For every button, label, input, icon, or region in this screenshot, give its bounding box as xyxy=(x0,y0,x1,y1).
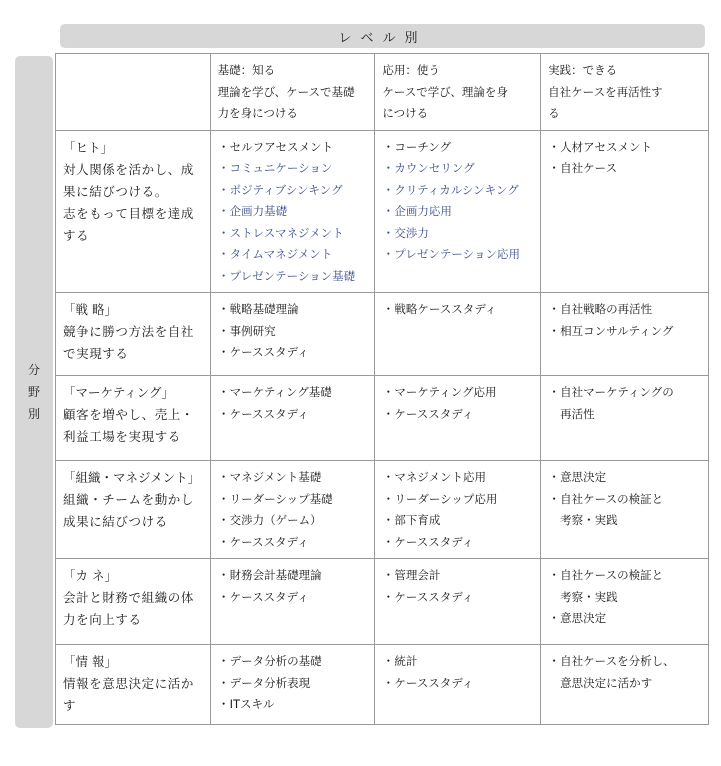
level-header-label: レベル別 xyxy=(338,30,427,46)
list-item xyxy=(218,158,369,180)
category-cell xyxy=(56,376,211,461)
category-row xyxy=(56,293,709,376)
bullet-icon: ・ xyxy=(548,654,560,668)
item-text: 考察・実践 xyxy=(560,589,618,604)
level-cell-practice xyxy=(541,293,709,376)
list-item xyxy=(382,587,534,609)
list-item xyxy=(382,404,534,426)
list-item xyxy=(548,467,702,489)
column-title: 実践：できる xyxy=(548,63,618,77)
category-desc-line: 利益工場を実現する xyxy=(63,429,181,444)
bullet-icon: ・ xyxy=(382,225,395,240)
category-header-char: 分 xyxy=(27,363,40,377)
bullet-icon: ・ xyxy=(382,385,395,399)
list-item xyxy=(548,137,702,159)
category-title: 「情 報」 xyxy=(63,654,117,669)
bullet-icon: ・ xyxy=(217,513,230,527)
item-text: ケーススタディ xyxy=(394,589,474,604)
list-item xyxy=(218,510,369,532)
item-list xyxy=(382,467,534,553)
item-text: ITスキル xyxy=(229,697,275,711)
column-desc-line: 力を身につける xyxy=(217,106,298,120)
level-cell-practice xyxy=(541,461,709,559)
list-item xyxy=(548,587,702,609)
item-text: ケーススタディ xyxy=(394,534,474,549)
category-cell xyxy=(56,130,211,293)
list-item xyxy=(218,266,369,288)
column-title: 応用：使う xyxy=(382,63,440,77)
item-list xyxy=(382,565,534,608)
list-item xyxy=(382,673,534,695)
item-text: クリティカルシンキング xyxy=(394,182,519,197)
list-item xyxy=(382,565,534,587)
level-cell-practice xyxy=(541,645,709,725)
item-list xyxy=(382,651,534,694)
item-text: 管理会計 xyxy=(394,568,441,582)
category-desc-line: で実現する xyxy=(63,346,129,361)
level-cell-practice xyxy=(541,130,709,293)
category-title: 「ヒト」 xyxy=(63,139,114,155)
list-item xyxy=(548,651,702,673)
item-text: 意思決定 xyxy=(560,611,607,625)
item-text: カウンセリング xyxy=(394,161,475,175)
list-item xyxy=(218,321,369,343)
item-text: ケーススタディ xyxy=(229,406,309,421)
list-item xyxy=(218,404,369,426)
list-item xyxy=(218,201,369,223)
list-item xyxy=(382,467,534,489)
item-text: 自社ケースの検証と xyxy=(560,568,664,582)
curriculum-table xyxy=(55,53,709,725)
item-text: 意思決定 xyxy=(560,470,607,484)
category-desc-line: す xyxy=(63,698,77,713)
list-item xyxy=(382,137,534,159)
item-list xyxy=(548,651,702,694)
item-text: 相互コンサルティング xyxy=(560,323,674,338)
bullet-icon: ・ xyxy=(217,589,230,604)
level-cell-applied xyxy=(375,376,541,461)
bullet-icon: ・ xyxy=(382,182,395,197)
list-item xyxy=(218,137,369,159)
list-item xyxy=(548,321,702,343)
bullet-icon: ・ xyxy=(382,589,395,604)
item-text: コミュニケーション xyxy=(229,161,333,175)
list-item xyxy=(548,565,702,587)
bullet-icon: ・ xyxy=(548,139,560,154)
list-item xyxy=(548,158,702,180)
bullet-icon: ・ xyxy=(217,491,230,506)
bullet-icon: ・ xyxy=(217,654,230,668)
item-text: マーケティング基礎 xyxy=(229,385,332,399)
category-header xyxy=(15,56,53,728)
item-text: 戦略ケーススタディ xyxy=(394,302,497,316)
bullet-icon: ・ xyxy=(217,139,230,154)
category-title: 「カ ネ」 xyxy=(63,568,117,583)
list-item xyxy=(382,532,534,554)
level-cell-basic xyxy=(210,293,375,376)
bullet-icon: ・ xyxy=(382,139,395,154)
column-header-basic xyxy=(210,54,375,131)
bullet-icon: ・ xyxy=(382,247,395,261)
bullet-icon: ・ xyxy=(382,534,395,549)
item-text: 戦略基礎理論 xyxy=(229,302,299,316)
category-desc-line: 顧客を増やし、売上・ xyxy=(63,407,195,422)
list-item xyxy=(548,673,702,695)
item-text: 事例研究 xyxy=(229,323,276,338)
list-item xyxy=(218,651,369,673)
list-item xyxy=(382,180,534,202)
list-item xyxy=(218,532,369,554)
item-text: 部下育成 xyxy=(394,513,441,527)
item-list xyxy=(548,467,702,532)
list-item xyxy=(382,510,534,532)
bullet-icon: ・ xyxy=(548,611,560,625)
list-item xyxy=(218,223,369,245)
list-item xyxy=(548,404,702,426)
item-text: タイムマネジメント xyxy=(229,247,333,261)
list-item xyxy=(382,223,534,245)
category-header-char: 別 xyxy=(27,407,40,421)
item-text: コーチング xyxy=(394,139,452,154)
item-list xyxy=(382,299,534,321)
list-item xyxy=(382,158,534,180)
list-item xyxy=(382,651,534,673)
item-text: リーダーシップ基礎 xyxy=(229,491,333,506)
column-header-practice xyxy=(541,54,709,131)
item-text: 自社ケースの検証と xyxy=(560,491,664,506)
list-item xyxy=(548,299,702,321)
item-list xyxy=(548,137,702,180)
item-text: 交渉力（ゲーム） xyxy=(229,513,322,527)
item-text: 企画力応用 xyxy=(394,204,452,218)
item-list xyxy=(218,137,369,288)
bullet-icon: ・ xyxy=(548,491,560,506)
item-text: ケーススタディ xyxy=(229,345,309,359)
bullet-icon: ・ xyxy=(382,513,395,527)
bullet-icon: ・ xyxy=(217,268,230,283)
list-item xyxy=(218,694,369,716)
item-list xyxy=(218,299,369,364)
bullet-icon: ・ xyxy=(382,568,395,582)
list-item xyxy=(218,342,369,364)
list-item xyxy=(218,587,369,609)
level-cell-applied xyxy=(375,293,541,376)
item-text: 自社戦略の再活性 xyxy=(560,302,653,316)
bullet-icon: ・ xyxy=(382,470,395,484)
list-item xyxy=(382,489,534,511)
item-text: マーケティング応用 xyxy=(394,385,497,399)
bullet-icon: ・ xyxy=(548,568,560,582)
bullet-icon: ・ xyxy=(217,675,230,690)
category-desc-line: 成果に結びつける xyxy=(63,514,168,529)
list-item xyxy=(218,489,369,511)
item-text: リーダーシップ応用 xyxy=(394,491,498,506)
item-list xyxy=(218,651,369,716)
list-item xyxy=(218,180,369,202)
item-text: セルフアセスメント xyxy=(229,139,333,154)
category-title: 「組織・マネジメント」 xyxy=(63,470,201,485)
bullet-icon: ・ xyxy=(217,225,230,240)
item-list xyxy=(548,565,702,630)
item-list xyxy=(218,467,369,553)
category-row xyxy=(56,559,709,645)
column-desc-line: 理論を学び、ケースで基礎 xyxy=(217,84,355,99)
item-list xyxy=(548,382,702,425)
list-item xyxy=(218,467,369,489)
column-desc-line: ケースで学び、理論を身 xyxy=(382,84,508,99)
bullet-icon: ・ xyxy=(217,247,230,261)
bullet-icon: ・ xyxy=(217,385,230,399)
bullet-icon: ・ xyxy=(382,406,395,421)
level-cell-applied xyxy=(375,461,541,559)
bullet-icon: ・ xyxy=(217,161,230,175)
level-header xyxy=(60,24,705,48)
list-item xyxy=(218,565,369,587)
level-cell-practice xyxy=(541,376,709,461)
item-list xyxy=(382,137,534,266)
category-desc-line: 果に結びつける。 xyxy=(63,183,168,199)
category-cell xyxy=(56,293,211,376)
category-row xyxy=(56,645,709,725)
bullet-icon: ・ xyxy=(217,323,230,338)
item-text: 統計 xyxy=(394,654,418,668)
list-item xyxy=(218,244,369,266)
bullet-icon: ・ xyxy=(382,204,395,218)
list-item xyxy=(382,299,534,321)
level-cell-applied xyxy=(375,645,541,725)
item-text: 交渉力 xyxy=(394,225,429,240)
item-text: ストレスマネジメント xyxy=(229,225,344,240)
item-list xyxy=(382,382,534,425)
item-text: データ分析の基礎 xyxy=(229,654,322,668)
item-text: 意思決定に活かす xyxy=(560,675,653,690)
item-text: 再活性 xyxy=(560,406,595,421)
item-text: プレゼンテーション応用 xyxy=(394,247,520,261)
category-desc-line: 競争に勝つ方法を自社 xyxy=(63,324,195,339)
item-text: 自社マーケティングの xyxy=(560,385,674,399)
column-header-applied xyxy=(375,54,541,131)
list-item xyxy=(218,382,369,404)
level-cell-applied xyxy=(375,559,541,645)
level-cell-basic xyxy=(210,130,375,293)
level-cell-basic xyxy=(210,461,375,559)
level-cell-basic xyxy=(210,376,375,461)
bullet-icon: ・ xyxy=(217,406,230,421)
list-item xyxy=(548,489,702,511)
item-text: 自社ケースを分析し、 xyxy=(560,654,675,668)
list-item xyxy=(548,382,702,404)
item-list xyxy=(218,565,369,608)
bullet-icon: ・ xyxy=(548,161,560,175)
list-item xyxy=(548,608,702,630)
item-text: データ分析表現 xyxy=(229,675,311,690)
header-row xyxy=(56,54,709,131)
bullet-icon: ・ xyxy=(217,302,230,316)
category-row xyxy=(56,130,709,293)
category-desc-line: 情報を意思決定に活か xyxy=(63,676,195,691)
item-text: マネジメント基礎 xyxy=(229,470,322,484)
item-text: 財務会計基礎理論 xyxy=(229,568,322,582)
level-cell-basic xyxy=(210,645,375,725)
bullet-icon: ・ xyxy=(217,697,230,711)
bullet-icon: ・ xyxy=(382,161,395,175)
column-desc-line: る xyxy=(548,106,560,120)
bullet-icon: ・ xyxy=(382,302,395,316)
category-row xyxy=(56,461,709,559)
category-title: 「戦 略」 xyxy=(63,302,117,317)
category-cell xyxy=(56,461,211,559)
list-item xyxy=(218,673,369,695)
level-cell-basic xyxy=(210,559,375,645)
level-cell-applied xyxy=(375,130,541,293)
list-item xyxy=(548,510,702,532)
item-text: 人材アセスメント xyxy=(560,139,653,154)
list-item xyxy=(382,382,534,404)
category-desc-line: 会計と財務で組織の体 xyxy=(63,590,195,605)
category-row xyxy=(56,376,709,461)
column-desc-line: につける xyxy=(382,106,429,120)
bullet-icon: ・ xyxy=(217,182,230,197)
item-text: ケーススタディ xyxy=(229,589,309,604)
bullet-icon: ・ xyxy=(382,675,395,690)
bullet-icon: ・ xyxy=(548,470,560,484)
bullet-icon: ・ xyxy=(217,204,230,218)
item-text: 自社ケース xyxy=(560,161,618,175)
item-text: ケーススタディ xyxy=(394,675,474,690)
category-desc-line: 対人関係を活かし、成 xyxy=(63,161,195,177)
category-header-char: 野 xyxy=(27,385,40,399)
item-text: マネジメント応用 xyxy=(394,470,487,484)
bullet-icon: ・ xyxy=(548,385,560,399)
column-desc-line: 自社ケースを再活性す xyxy=(548,84,663,99)
bullet-icon: ・ xyxy=(382,654,395,668)
item-text: プレゼンテーション基礎 xyxy=(229,268,356,283)
bullet-icon: ・ xyxy=(217,568,230,582)
bullet-icon: ・ xyxy=(548,302,560,316)
item-text: ケーススタディ xyxy=(394,406,474,421)
category-desc-line: する xyxy=(63,227,90,243)
item-text: 考察・実践 xyxy=(560,513,618,527)
level-cell-practice xyxy=(541,559,709,645)
bullet-icon: ・ xyxy=(217,345,230,359)
bullet-icon: ・ xyxy=(217,534,230,549)
category-title: 「マーケティング」 xyxy=(63,385,175,400)
list-item xyxy=(382,201,534,223)
category-desc-line: 力を向上する xyxy=(63,612,142,627)
corner-cell xyxy=(56,54,211,131)
list-item xyxy=(218,299,369,321)
item-text: ポジティブシンキング xyxy=(229,182,343,197)
category-cell xyxy=(56,645,211,725)
column-title: 基礎：知る xyxy=(217,63,276,77)
list-item xyxy=(382,244,534,266)
category-desc-line: 志をもって目標を達成 xyxy=(63,205,195,221)
category-cell xyxy=(56,559,211,645)
item-text: ケーススタディ xyxy=(229,534,309,549)
bullet-icon: ・ xyxy=(548,323,560,338)
bullet-icon: ・ xyxy=(382,491,395,506)
item-list xyxy=(548,299,702,342)
category-desc-line: 組織・チームを動かし xyxy=(63,492,195,507)
item-text: 企画力基礎 xyxy=(229,204,288,218)
bullet-icon: ・ xyxy=(217,470,230,484)
item-list xyxy=(218,382,369,425)
